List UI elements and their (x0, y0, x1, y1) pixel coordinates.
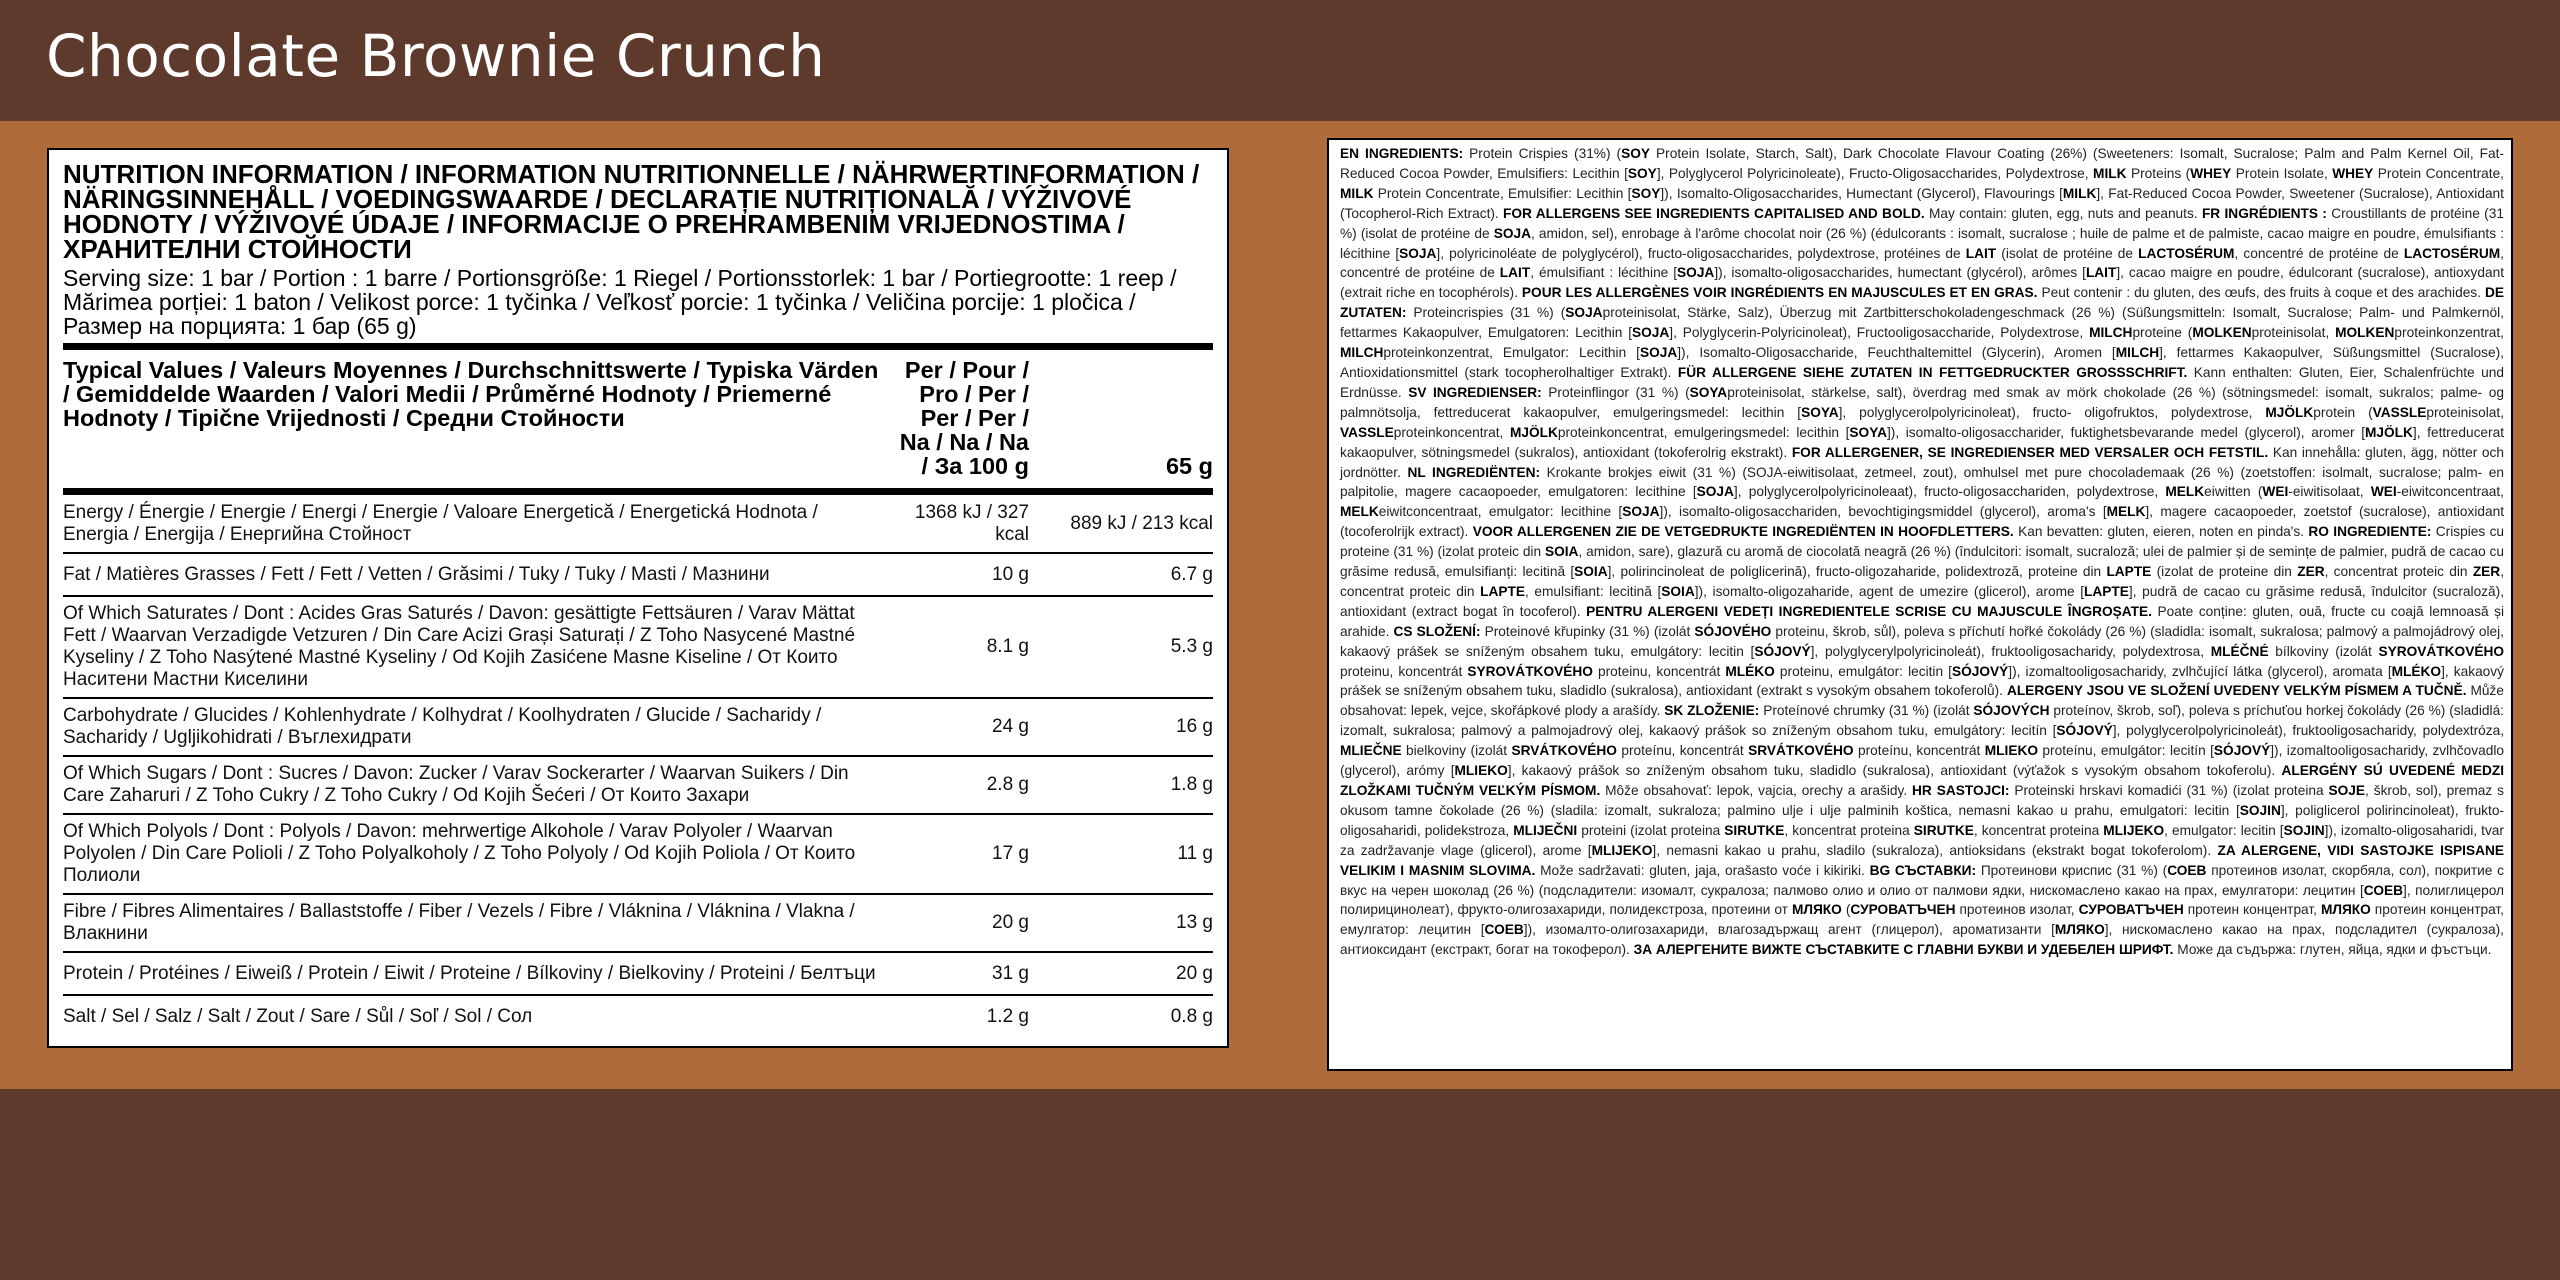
ingredient-bold: SOJA (1622, 504, 1660, 520)
ingredient-text: Kan innehålla: gluten, ägg, nötter och jordnötter. (1340, 444, 2504, 480)
ingredient-bold: SRVÁTKOVÉHO (1748, 743, 1854, 759)
ingredient-text: ], нискомаслено какао на прах, подсладител (сукралоза), антиоксидант (екстракт, богат на токоферол). (1340, 922, 2504, 958)
ingredient-bold: RO INGREDIENTE: (2308, 524, 2432, 540)
ingredient-bold: LAIT (2085, 265, 2117, 281)
ingredient-text: -eiwitconcentraat, (2396, 484, 2504, 500)
ingredient-text: proteini (izolat proteina (1577, 822, 1725, 838)
ingredient-text: ], полиглицерол полирицинолеат), фрукто-олигозахариди, полидекстроза, протеини от (1340, 882, 2504, 918)
ingredient-text: Proteincrispies (31 %) ( (1406, 305, 1566, 321)
nutrient-name: Energy / Énergie / Energie / Energi / Energie / Valoare Energetică / Energetická Hodnota / Energia / Energija / Енергийна Стойност (63, 501, 818, 545)
ingredient-bold: МЛЯКО (2320, 902, 2371, 918)
value-per-100g: 1.2 g (986, 1006, 1029, 1027)
table-row (63, 995, 1213, 1038)
ingredient-text: ], Polyglycerin-Polyricinoleat), Fructooligosaccharide, Polydextrose, (1669, 325, 2090, 341)
ingredient-bold: ZER (2297, 564, 2325, 580)
ingredient-text: , concentrat proteic din (1340, 564, 2504, 599)
ingredient-bold: ЗА АЛЕРГЕНИТЕ ВИЖТЕ СЪСТАВКИТЕ С ГЛАВНИ БУКВИ И УДЕБЕЛЕН ШРИФТ. (1633, 942, 2174, 958)
ingredient-bold: MLIJEKO (2103, 822, 2165, 838)
ingredient-bold: DE ZUTATEN: (1340, 285, 2504, 321)
ingredient-text: Protein Isolate, (2231, 165, 2333, 181)
ingredient-text: , emulsifiant: lecitină [ (1524, 583, 1662, 599)
ingredient-text: proteínu, koncentrát (1853, 743, 1985, 759)
value-per-100g: 10 g (992, 563, 1029, 585)
ingredient-bold: MILCH (2089, 325, 2133, 341)
ingredient-bold: WEI (2370, 484, 2397, 500)
ingredient-bold: SOJIN (2283, 822, 2325, 838)
nutrient-name: Of Which Saturates / Dont : Acides Gras Saturés / Davon: gesättigte Fettsäuren / Varav Mättat Fett / Waarvan Verzadigde Vetzuren / Din Care Acizi Grași Saturați / Z Toho Nasycené Mastné Kyseliny / Z Toho Nasýtené Mastné Kyseliny / Od Kojih Zasićene Masne Kiseline / От Които Наситени Мастни Киселини (63, 603, 856, 690)
value-per-serving: 889 kJ / 213 kcal (1070, 512, 1213, 534)
ingredient-text: proteinu, emulgátor: lecitin [ (1774, 663, 1952, 679)
value-per-serving: 11 g (1177, 843, 1213, 864)
ingredient-text: ], polyglycerolpolyricinoleát), fruktooligosacharidy, polydextróza, (2112, 723, 2505, 739)
value-per-100g: 20 g (992, 912, 1029, 933)
ingredient-bold: SK ZLOŽENIE: (1664, 703, 1760, 719)
ingredient-bold: SYROVÁTKOVÉHO (1467, 663, 1593, 679)
ingredient-bold: LAPTE (2084, 583, 2129, 599)
ingredient-bold: SOIA (1661, 583, 1695, 599)
ingredient-bold: LACTOSÉRUM (2138, 245, 2235, 261)
ingredient-bold: SÓJOVÉHO (1694, 623, 1772, 639)
ingredient-text: Протеинови криспис (31 %) ( (1976, 862, 2168, 878)
ingredient-bold: СОЕВ (1484, 922, 1524, 938)
ingredient-text: Kann enthalten: Gluten, Eier, Schalenfrüchte und Erdnüsse. (1340, 364, 2504, 400)
ingredient-text: ]), izomaltooligosacharidy, zvlhčovadlo (glycerol), arómy [ (1340, 743, 2504, 779)
ingredient-text: Protein Concentrate, (2373, 165, 2504, 181)
nutrition-rows (63, 495, 1213, 1038)
ingredient-bold: WHEY (2332, 165, 2374, 181)
ingredient-text: Proteínové chrumky (31 %) (izolát (1759, 703, 1974, 719)
ingredient-bold: LAIT (1965, 245, 1997, 261)
ingredient-bold: SOIA (1574, 564, 1608, 580)
ingredient-bold: ALERGENY JSOU VE SLOŽENÍ UVEDENY VELKÝM PÍSMEM A TUČNĚ. (2006, 683, 2467, 699)
nutrient-name: Fibre / Fibres Alimentaires / Ballaststoffe / Fiber / Vezels / Fibre / Vláknina / Vláknina / Vlakna / Влакнини (63, 901, 855, 944)
ingredient-text: Poate conține: gluten, ouă, fructe cu coajă lemnoasă și arahide. (1340, 603, 2504, 639)
ingredient-text: Може да съдържа: глутен, яйца, ядки и фъстъци. (2173, 942, 2492, 958)
header-label: Typical Values / Valeurs Moyennes / Durchschnittswerte / Typiska Värden / Gemiddelde Waarden / Valori Medii / Průměrné Hodnoty / Priemerné Hodnoty / Tipične Vrijednosti / Средни Стойности (63, 357, 879, 431)
ingredient-bold: MILK (2093, 165, 2127, 181)
ingredient-bold: FÜR ALLERGENE SIEHE ZUTATEN IN FETTGEDRUCKTER GROSSSCHRIFT. (1677, 364, 2188, 380)
ingredient-text: Kan bevatten: gluten, eieren, noten en pinda's. (2013, 524, 2309, 540)
table-row (63, 553, 1213, 596)
ingredient-text: proteinu, škrob, sůl), poleva s příchutí hořké čokolády (26 %) (sladidla: isomalt, sukralosa; palmový a palmojádrový olej, kakaový prášek se sníženým obsahem tuku, emulgátory: lecitin [ (1340, 623, 2504, 659)
ingredient-bold: SRVÁTKOVÉHO (1511, 743, 1617, 759)
ingredient-bold: SÓJOVÝ (2213, 743, 2271, 759)
ingredient-bold: SOJA (1632, 325, 1670, 341)
ingredient-text: ], polyglycerolpolyricinoleat), fructo- oligofruktos, polydextrose, (1838, 404, 2266, 420)
ingredient-text: ]), isomalto-oligosaccharider, fuktighetsbevarande medel (glycerol), aromer [ (1886, 424, 2365, 440)
nutrient-name: Salt / Sel / Salz / Salt / Zout / Sare / Sůl / Soľ / Sol / Сол (63, 1006, 533, 1027)
ingredient-text: (izolat de proteine din (2151, 564, 2298, 580)
ingredient-text: Proteinski hrskavi komadići (31 %) (izolat proteina (2009, 783, 2329, 798)
divider (63, 343, 1213, 350)
ingredient-text: proteinkonzentrat, Emulgator: Lecithin [ (1383, 345, 1640, 361)
ingredient-bold: WEI (2262, 484, 2289, 500)
value-per-serving: 5.3 g (1170, 636, 1213, 657)
ingredient-text: ], nemasni kakao u prahu, sladilo (sukraloza), antioksidans (ekstrakt bogat tokoferolom). (1652, 842, 2218, 858)
ingredient-text: ]), izomalto-oligosaharidi, tvar za zadržavanje vlage (glicerol), arome [ (1340, 822, 2504, 858)
ingredient-bold: EN INGREDIENTS: (1340, 146, 1470, 161)
ingredient-text: bílkoviny (izolát (2268, 643, 2379, 659)
ingredient-text: , emulgator: lecitin [ (2164, 822, 2284, 838)
value-per-100g: 2.8 g (986, 774, 1029, 795)
nutrition-panel (47, 148, 1229, 1048)
ingredient-text: ], Fat-Reduced Cocoa Powder, Sweetener (Sucralose), Antioxidant (Tocopherol-Rich Extract). (1340, 185, 2504, 221)
ingredient-text: proteinkonzentrat, (2394, 325, 2504, 341)
ingredient-text: proteinu, koncentrát (1340, 663, 1468, 679)
ingredient-text: ]), Isomalto-Oligosaccharide, Feuchthaltemittel (Glycerin), Aromen [ (1677, 345, 2116, 361)
ingredient-text: proteinisolat, (2251, 325, 2336, 341)
ingredient-text: proteinisolat, Stärke, Salz), Überzug mit Zartbitterschokoladengeschmack (26 %) (Süßungsmitteln: Isomalt, Sucralose; Palm- und Palmkernöl, fettarmes Kakaopulver, Emulgatoren: Lecithin [ (1340, 305, 2504, 341)
ingredient-text: Croustillants de protéine (31 %) (isolat de protéine de (1340, 205, 2504, 241)
ingredient-bold: LAPTE (2106, 564, 2152, 580)
ingredient-text: Proteinflingor (31 %) ( (1541, 384, 1690, 400)
serving-size: Serving size: 1 bar / Portion : 1 barre / Portionsgröße: 1 Riegel / Portionsstorlek: 1 bar / Portiegrootte: 1 reep / Mărimea porției: 1 baton / Velikost porce: 1 tyčinka / Veľkosť porcie: 1 tyčinka / Veličina porcije: 1 pločica / Размер на порцията: 1 бар (65 g) (63, 265, 1177, 339)
ingredient-bold: LAPTE (1480, 583, 1525, 599)
value-per-serving: 0.8 g (1170, 1006, 1213, 1027)
ingredient-bold: СУРОВАТЪЧЕН (2078, 902, 2184, 918)
ingredient-text: ], fettreducerat kakaopulver, sötningsmedel (sukralos), antioxidant (tokoferolrig ekstrakt). (1340, 424, 2504, 460)
ingredient-bold: FOR ALLERGENER, SE INGREDIENSER MED VERSALER OCH FETSTIL. (1791, 444, 2269, 460)
ingredient-bold: SOYA (1849, 424, 1887, 440)
ingredient-bold: SÓJOVÝ (1951, 663, 2009, 679)
ingredient-bold: MELK (1340, 504, 1379, 520)
ingredient-text: proteinisolat, (2426, 404, 2504, 420)
value-per-serving: 16 g (1176, 716, 1213, 737)
table-header-row (63, 350, 1213, 488)
ingredient-bold: SOJA (1565, 305, 1603, 321)
ingredient-bold: МЛЯКО (2054, 922, 2105, 938)
ingredient-bold: SOJIN (2239, 802, 2281, 818)
ingredient-bold: VASSLE (1340, 424, 1394, 440)
ingredient-text: ], polirincinoleat de poliglicerină), fructo-oligozaharide, polidextroză, proteine din (1607, 564, 2107, 580)
ingredient-bold: SÓJOVÝ (1754, 643, 1811, 659)
ingredient-text: Crispies cu proteine (31 %) (izolat proteic din (1340, 524, 2505, 560)
nutrition-table (63, 350, 1213, 488)
nutrient-name: Carbohydrate / Glucides / Kohlenhydrate / Kolhydrat / Koolhydraten / Glucide / Sacharidy / Sacharidy / Ugljikohidrati / Въглехидрати (63, 705, 822, 748)
nutrient-name: Of Which Sugars / Dont : Sucres / Davon: Zucker / Varav Sockerarter / Waarvan Suikers / Din Care Zaharuri / Z Toho Cukry / Z Toho Cukry / Od Kojih Šećeri / От Които Захари (63, 763, 849, 806)
ingredient-text: eiwitten ( (2204, 484, 2263, 500)
ingredient-text: , concentrat proteic din (2324, 564, 2473, 580)
ingredient-bold: SÓJOVÝCH (1973, 703, 2050, 719)
ingredient-text: ]), isomalto-oligosaccharides, humectant (glycérol), arômes [ (1714, 265, 2086, 281)
ingredient-text: proteinkoncentrat, emulgeringsmedel: lecithin [ (1557, 424, 1850, 440)
ingredient-bold: SV INGREDIENSER: (1408, 384, 1542, 400)
ingredient-text: ], fettarmes Kakaopulver, Süßungsmittel (Sucralose), Antioxidationsmittel (stark tocopherolhaltiger Extrakt). (1340, 345, 2504, 380)
ingredient-text: ]), isomalto-oligosacchariden, bevochtigingsmiddel (glycerol), aroma's [ (1659, 504, 2107, 520)
ingredient-bold: SOYA (1801, 404, 1839, 420)
ingredient-text: ], magere cacaopoeder, zoetstof (sucralose), antioxidant (tocoferolrijk extract). (1340, 504, 2505, 540)
table-row (63, 495, 1213, 553)
ingredient-bold: MLIEČNE (1340, 743, 1402, 759)
ingredient-text: Može sadržavati: gluten, jaja, orašasto voće i kikiriki. (1535, 862, 1870, 878)
header-per100: Per / Pour / Pro / Per / Per / Per / Na / Na / Na / За 100 g (899, 357, 1029, 479)
ingredient-bold: MJÖLK (1509, 424, 1558, 440)
ingredient-bold: ZER (2472, 564, 2501, 580)
value-per-serving: 13 g (1176, 912, 1213, 933)
ingredient-text: ], pudră de cacao cu grăsime redusă, îndulcitor (sucraloză), antioxidant (extract bogat în tocoferol). (1340, 583, 2504, 619)
ingredient-bold: MLÉKO (2391, 663, 2442, 679)
ingredients-text (1340, 144, 2504, 960)
ingredient-bold: MJÖLK (2265, 404, 2314, 420)
ingredient-bold: LAIT (1499, 265, 1531, 281)
ingredient-text: протеинов изолат, (1955, 902, 2079, 918)
value-per-100g: 8.1 g (986, 636, 1029, 657)
ingredient-bold: SÓJOVÝ (2056, 723, 2113, 739)
ingredient-text: Proteins ( (2126, 165, 2191, 181)
ingredient-text: , concentré de protéine de (2234, 245, 2404, 261)
ingredient-text: Protein Isolate, Starch, Salt), Dark Chocolate Flavour Coating (26%) (Sweeteners: Isomalt, Sucralose; Palm and Palm Kernel Oil, Fat-Reduced Cocoa Powder, Emulsifiers: Lecithin [ (1340, 146, 2504, 181)
header-perserving-label: 65 g (1165, 453, 1213, 479)
ingredient-bold: NL INGREDIËNTEN: (1407, 464, 1541, 480)
table-row (63, 756, 1213, 814)
value-per-100g: 31 g (992, 962, 1029, 984)
nutrient-name: Fat / Matières Grasses / Fett / Fett / Vetten / Grăsimi / Tuky / Tuky / Masti / Мазнини (63, 563, 770, 585)
ingredient-bold: MELK (2165, 484, 2205, 500)
ingredient-bold: MELK (2106, 504, 2146, 520)
ingredient-bold: MJÖLK (2365, 424, 2413, 440)
ingredient-text: ]), isomalto-oligozaharide, agent de umezire (glicerol), arome [ (1694, 583, 2085, 599)
ingredient-bold: MILCH (2115, 345, 2160, 361)
ingredient-text: proteine ( (2132, 325, 2193, 341)
table-row (63, 894, 1213, 952)
ingredient-text: , amidon, sare), glazură cu aromă de ciocolată neagră (26 %) (îndulcitori: isomalt, sucraloză; ulei de palmier și de semințe de palmier, pudră de cacao cu grăsime redusă, emulsifianți: lecitină [ (1340, 544, 2504, 580)
ingredient-text: -eiwitisolaat, (2288, 484, 2371, 500)
page-title: Chocolate Brownie Crunch (46, 22, 826, 90)
ingredient-text: proteinisolat, stärkelse, salt), överdrag med smak av mörk chokolade (26 %) (sötningsmedel: isomalt, sukralos; palme- og palmnötsolja, fettreducerat kakaopulver, emulgeringsmedel: lecithin [ (1340, 384, 2504, 420)
ingredient-bold: SOY (1621, 146, 1651, 161)
ingredient-bold: FOR ALLERGENS SEE INGREDIENTS CAPITALISED AND BOLD. (1503, 205, 1925, 221)
ingredient-bold: СОЕВ (2167, 862, 2207, 878)
ingredient-text: ], Polyglycerol Polyricinoleate), Fructo-Oligosaccharides, Polydextrose, (1656, 165, 2094, 181)
ingredient-bold: MLIEKO (1984, 743, 2038, 759)
ingredient-bold: MILK (1340, 185, 1374, 201)
ingredient-bold: MLÉČNÉ (2210, 643, 2269, 659)
ingredient-bold: MILK (2062, 185, 2097, 201)
ingredient-text: ], cacao maigre en poudre, édulcorant (sucralose), antioxydant (extrait riche en tocophérols). (1340, 265, 2504, 301)
ingredient-text: proteínov, škrob, soľ), poleva s príchuťou horkej čokolády (26 %) (sladidlá: izomalt, sukralosa; palmový a palmojadrový olej, kakaový prášok so zníženým obsahom tuku, emulgátory: lecitín [ (1340, 703, 2504, 739)
table-row (63, 596, 1213, 698)
ingredient-text: May contain: gluten, egg, nuts and peanuts. (1924, 205, 2202, 221)
ingredient-text: ]), izomaltooligosacharidy, zvlhčující látka (glycerol), aromata [ (2008, 663, 2392, 679)
ingredient-bold: POUR LES ALLERGÈNES VOIR INGRÉDIENTS EN MAJUSCULES ET EN GRAS. (1521, 285, 2038, 301)
ingredient-text: Protein Concentrate, Emulsifier: Lecithin [ (1373, 185, 1632, 201)
ingredient-text: ], polyricinoléate de polyglycérol), fructo-oligosaccharides, polydextrose, protéines de (1436, 245, 1966, 261)
ingredient-bold: SOJE (2328, 783, 2366, 798)
ingredient-bold: ZA ALERGENE, VIDI SASTOJKE ISPISANE VELIKIM I MASNIM SLOVIMA. (1340, 842, 2504, 878)
ingredient-text: ], polyglycerylpolyricinoleát), fruktooligosacharidy, polydextrosa, (1810, 643, 2211, 659)
ingredient-bold: MILCH (1340, 345, 1384, 361)
value-per-serving: 6.7 g (1170, 563, 1213, 585)
header-perserving (1029, 350, 1213, 488)
ingredient-text: ], poliglicerol polirincinoleat), frukto-oligosaharidi, polidekstroza, (1340, 802, 2504, 838)
ingredient-bold: FR INGRÉDIENTS : (2201, 205, 2327, 221)
nutrition-heading: NUTRITION INFORMATION / INFORMATION NUTRITIONNELLE / NÄHRWERTINFORMATION / NÄRINGSINNEHÅLL / VOEDINGSWAARDE / DECLARAȚIE NUTRIȚIONALĂ / VÝŽIVOVÉ HODNOTY / VÝŽIVOVÉ ÚDAJE / INFORMACIJE O PREHRAMBENIM VRIJEDNOSTIMA / ХРАНИТЕЛНИ СТОЙНОСТИ (63, 159, 1200, 264)
ingredient-text: , émulsifiant : lécithine [ (1530, 265, 1678, 281)
ingredient-text: protein ( (2313, 404, 2373, 420)
header-bar (0, 0, 2560, 121)
ingredient-text: Protein Crispies (31%) ( (1469, 146, 1622, 161)
ingredient-text: протеин концентрат, емулгатор: лецитин [ (1340, 902, 2504, 938)
ingredient-bold: SOIA (1544, 544, 1579, 560)
ingredient-bold: VOOR ALLERGENEN ZIE DE VETGEDRUKTE INGREDIËNTEN IN HOOFDLETTERS. (1472, 524, 2014, 540)
ingredient-text: ]), изомалто-олигозахариди, влагозадържащ агент (глицерол), ароматизанти [ (1523, 922, 2055, 938)
table-row (63, 698, 1213, 756)
ingredient-bold: MLÉKO (1725, 663, 1775, 679)
ingredient-text: Proteinové křupinky (31 %) (izolát (1480, 623, 1695, 639)
ingredient-bold: SIRUTKE (1913, 822, 1974, 838)
ingredient-bold: CS SLOŽENÍ: (1393, 623, 1481, 639)
ingredient-bold: MOLKEN (2192, 325, 2252, 341)
ingredient-text: proteínu, emulgátor: lecitín [ (2038, 743, 2214, 759)
ingredient-bold: MLIEKO (1454, 763, 1508, 779)
value-per-100g: 17 g (992, 843, 1029, 864)
ingredient-bold: SOY (1631, 185, 1661, 201)
ingredient-text: ( (1841, 902, 1851, 918)
ingredient-bold: МЛЯКО (1791, 902, 1842, 918)
ingredient-bold: СОЕВ (2363, 882, 2404, 898)
ingredient-text: , koncentrat proteina (1973, 822, 2104, 838)
ingredient-text: , concentré de protéine de (1340, 245, 2504, 281)
ingredient-text: Krokante brokjes eiwit (31 %) (SOJA-eiwitisolaat, zetmeel, zout), omhulsel met pure chocolademaak (26 %) (zoetstoffen: isolmalt, sucralose; palm- en palpitolie, magere cacaopoeder, emulgatoren: lecithine [ (1340, 464, 2504, 500)
ingredient-text: Môže obsahovať: lepok, vajcia, orechy a arašidy. (1600, 783, 1913, 798)
ingredient-bold: SOYA (1689, 384, 1728, 400)
ingredient-bold: LACTOSÉRUM (2403, 245, 2501, 261)
ingredient-bold: SOJA (1639, 345, 1678, 361)
ingredient-bold: BG СЪСТАВКИ: (1869, 862, 1977, 878)
value-per-serving: 1.8 g (1170, 774, 1213, 795)
ingredient-bold: SOY (1627, 165, 1657, 181)
divider (63, 488, 1213, 495)
ingredient-bold: MLIJEČNI (1513, 822, 1578, 838)
ingredient-bold: SOJA (1677, 265, 1715, 281)
value-per-100g: 24 g (992, 716, 1029, 737)
ingredient-bold: ALERGÉNY SÚ UVEDENÉ MEDZI ZLOŽKAMI TUČNÝM VEĽKÝM PÍSMOM. (1340, 763, 2504, 798)
ingredient-bold: SOJA (1696, 484, 1734, 500)
ingredient-text: proteínu, koncentrát (1616, 743, 1749, 759)
ingredient-text: , amidon, sel), enrobage à l'arôme chocolat noir (26 %) (édulcorants : isomalt, sucralose ; huile de palme et de palmiste, cacao maigre en poudre, émulsifiants : lécithine [ (1340, 225, 2504, 261)
nutrient-name: Protein / Protéines / Eiweiß / Protein / Eiwit / Proteine / Bílkoviny / Bielkoviny / Proteini / Белтъци (63, 962, 876, 984)
ingredient-text: ]), Isomalto-Oligosaccharides, Humectant (Glycerol), Flavourings [ (1660, 185, 2063, 201)
ingredient-text: proteinu, koncentrát (1592, 663, 1726, 679)
table-row (63, 814, 1213, 894)
ingredient-bold: MOLKEN (2335, 325, 2395, 341)
ingredient-text: протеинов изолат, скорбяла, сол), покритие с вкус на черен шоколад (26 %) (подсладители: изомалт, сукралоза; палмово олио и олио от палмови ядки, нискомаслено какао на прах, емулгатори: лецитин [ (1340, 862, 2504, 898)
ingredient-text: bielkoviny (izolát (1401, 743, 1512, 759)
ingredient-text: , koncentrat proteina (1784, 822, 1914, 838)
ingredient-text: протеин концентрат, (2183, 902, 2321, 918)
nutrient-name: Of Which Polyols / Dont : Polyols / Davon: mehrwertige Alkohole / Varav Polyoler / Waarvan Polyolen / Din Care Polioli / Z Toho Polyalkoholy / Z Toho Polyoly / Od Kojih Poliola / От Които Полиоли (63, 821, 856, 886)
ingredient-text: ], kakaový prášek se sníženým obsahem tuku, sladidlo (sukralosa), antioxidant (extrakt s vysokým obsahem tokoferolů). (1340, 663, 2504, 699)
ingredient-bold: SOJA (1493, 225, 1531, 241)
ingredients-panel (1327, 138, 2513, 1071)
ingredient-bold: SIRUTKE (1724, 822, 1785, 838)
ingredient-text: ], kakaový prášok so zníženým obsahom tuku, sladidlo (sukralosa), antioxidant (výťažok s vysokým obsahom tokoferolu). (1507, 763, 2282, 779)
ingredient-text: Může obsahovat: lepek, vejce, skořápkové plody a arašídy. (1340, 683, 2505, 719)
ingredient-text: proteinkoncentrat, (1393, 424, 1510, 440)
value-per-serving: 20 g (1176, 962, 1213, 984)
table-row (63, 952, 1213, 995)
ingredient-bold: WHEY (2190, 165, 2232, 181)
ingredient-bold: SOJA (1399, 245, 1437, 261)
ingredient-bold: HR SASTOJCI: (1912, 783, 2010, 798)
ingredient-bold: VASSLE (2372, 404, 2427, 420)
ingredient-text: ], polyglycerolpolyricinoleaat), fructo-oligosacchariden, polydextrose, (1733, 484, 2166, 500)
ingredient-text: , škrob, sol), premaz s okusom tamne čokolade (26 %) (sladila: izomalt, sukraloza; palmino ulje i ulje palminih koštica, nemasni kakao u prahu, emulgatori: lecitin [ (1340, 783, 2504, 818)
ingredient-text: (isolat de protéine de (1996, 245, 2139, 261)
ingredient-bold: MLIJEKO (1591, 842, 1653, 858)
ingredient-text: Peut contenir : du gluten, des œufs, des fruits à coque et des arachides. (2037, 285, 2485, 301)
ingredient-text: eiwitconcentraat, emulgator: lecithine [ (1378, 504, 1623, 520)
footer-band (0, 1089, 2560, 1280)
ingredient-bold: SYROVÁTKOVÉHO (2378, 643, 2504, 659)
value-per-100g: 1368 kJ / 327 kcal (914, 501, 1029, 545)
ingredient-bold: PENTRU ALERGENI VEDEȚI INGREDIENTELE SCRISE CU MAJUSCULE ÎNGROȘATE. (1586, 603, 2152, 619)
ingredient-bold: СУРОВАТЪЧЕН (1850, 902, 1956, 918)
